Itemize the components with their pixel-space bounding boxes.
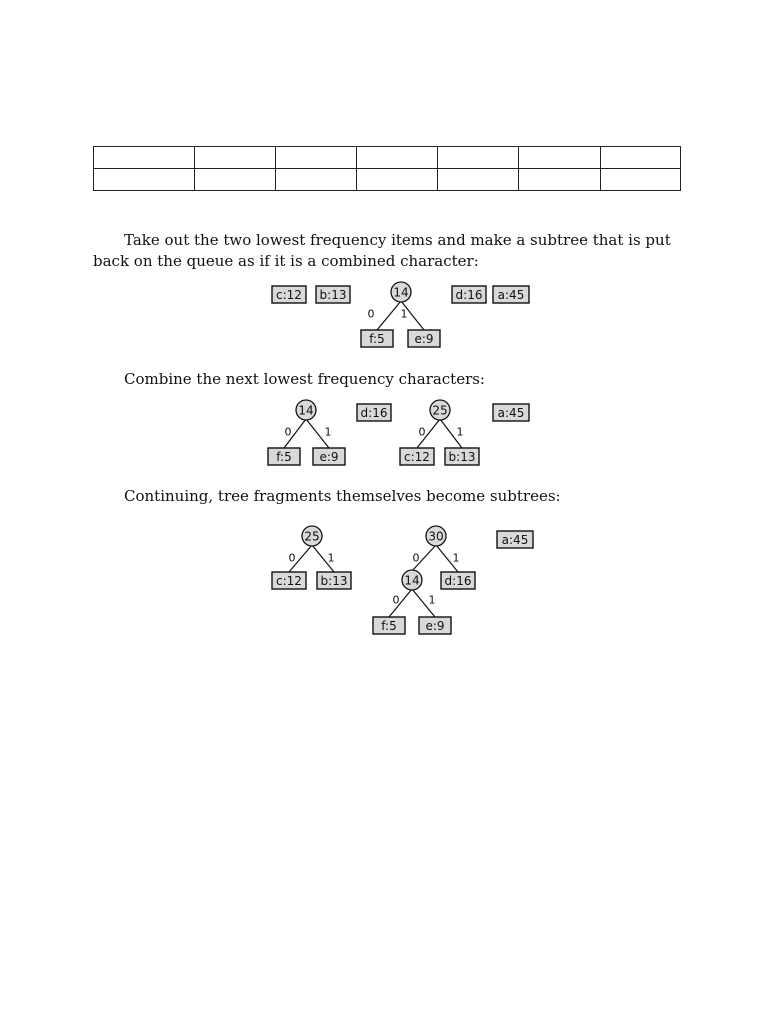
edge-bit-label: 1 <box>327 551 335 565</box>
table-cell <box>601 147 681 169</box>
leaf-node-b13 <box>316 286 350 303</box>
leaf-label: d:16 <box>455 288 483 302</box>
edge-bit-label: 0 <box>392 593 400 607</box>
table-cell <box>519 169 601 191</box>
leaf-node-a45 <box>497 531 533 548</box>
paragraph-continuing: Continuing, tree fragments themselves become subtrees: <box>124 487 561 505</box>
tree-edge <box>377 301 401 330</box>
internal-node-n25 <box>302 526 322 546</box>
edge-bit-label: 1 <box>400 307 408 321</box>
node-weight-label: 25 <box>432 403 448 418</box>
paragraph-take-out-lowest: Take out the two lowest frequency items and make a subtree that is put back on the queue as if it is a combined character: <box>93 231 671 270</box>
table-cell <box>195 169 276 191</box>
leaf-label: a:45 <box>501 533 529 547</box>
leaf-label: f:5 <box>276 450 292 464</box>
node-weight-label: 30 <box>428 529 444 544</box>
table-row <box>94 169 681 191</box>
internal-node-n14 <box>391 282 411 302</box>
node-weight-label: 14 <box>393 285 409 300</box>
leaf-label: b:13 <box>319 288 347 302</box>
table-cell <box>357 169 438 191</box>
leaf-label: e:9 <box>414 332 434 346</box>
table-cell <box>357 147 438 169</box>
leaf-label: a:45 <box>497 406 525 420</box>
leaf-node-e9 <box>313 448 345 465</box>
table-row <box>94 147 681 169</box>
huffman-step-1-diagram <box>0 276 768 356</box>
leaf-label: f:5 <box>381 619 397 633</box>
table-cell <box>519 147 601 169</box>
leaf-node-d16 <box>441 572 475 589</box>
leaf-node-f5 <box>361 330 393 347</box>
edge-bit-label: 0 <box>288 551 296 565</box>
edge-bit-label: 1 <box>428 593 436 607</box>
leaf-label: d:16 <box>444 574 472 588</box>
leaf-node-b13 <box>445 448 479 465</box>
table-cell <box>94 147 195 169</box>
leaf-node-c12 <box>400 448 434 465</box>
table-cell <box>438 147 519 169</box>
huffman-step-2-diagram <box>0 394 768 474</box>
node-weight-label: 14 <box>298 403 314 418</box>
leaf-label: a:45 <box>497 288 525 302</box>
table-cell <box>438 169 519 191</box>
tree-edges <box>368 301 425 330</box>
edge-bit-label: 0 <box>367 307 375 321</box>
node-weight-label: 25 <box>304 529 320 544</box>
leaf-label: c:12 <box>276 288 302 302</box>
huffman-step-3-diagram <box>0 518 768 648</box>
leaf-label: c:12 <box>276 574 302 588</box>
internal-node-n30 <box>426 526 446 546</box>
table-cell <box>276 147 357 169</box>
internal-node-n14 <box>402 570 422 590</box>
leaf-node-a45 <box>493 286 529 303</box>
paragraph-combine-next: Combine the next lowest frequency characters: <box>124 370 485 388</box>
leaf-node-d16 <box>452 286 486 303</box>
leaf-label: c:12 <box>404 450 430 464</box>
internal-node-n25 <box>430 400 450 420</box>
edge-bit-label: 0 <box>412 551 420 565</box>
leaf-node-c12 <box>272 286 306 303</box>
edge-bit-label: 1 <box>324 425 332 439</box>
leaf-node-f5 <box>373 617 405 634</box>
edge-bit-label: 0 <box>284 425 292 439</box>
leaf-node-b13 <box>317 572 351 589</box>
table-cell <box>276 169 357 191</box>
empty-frequency-table <box>93 146 681 191</box>
leaf-label: e:9 <box>425 619 445 633</box>
leaf-node-c12 <box>272 572 306 589</box>
leaf-label: b:13 <box>320 574 348 588</box>
leaf-node-e9 <box>408 330 440 347</box>
leaf-label: b:13 <box>448 450 476 464</box>
table-cell <box>94 169 195 191</box>
node-weight-label: 14 <box>404 573 420 588</box>
internal-node-n14 <box>296 400 316 420</box>
tree-edges <box>289 545 460 617</box>
leaf-label: f:5 <box>369 332 385 346</box>
leaf-node-d16 <box>357 404 391 421</box>
edge-bit-label: 0 <box>418 425 426 439</box>
leaf-node-f5 <box>268 448 300 465</box>
leaf-label: e:9 <box>319 450 339 464</box>
edge-bit-label: 1 <box>452 551 460 565</box>
edge-bit-label: 1 <box>456 425 464 439</box>
table-cell <box>195 147 276 169</box>
leaf-node-e9 <box>419 617 451 634</box>
leaf-label: d:16 <box>360 406 388 420</box>
tree-edges <box>284 419 464 448</box>
leaf-node-a45 <box>493 404 529 421</box>
table-cell <box>601 169 681 191</box>
